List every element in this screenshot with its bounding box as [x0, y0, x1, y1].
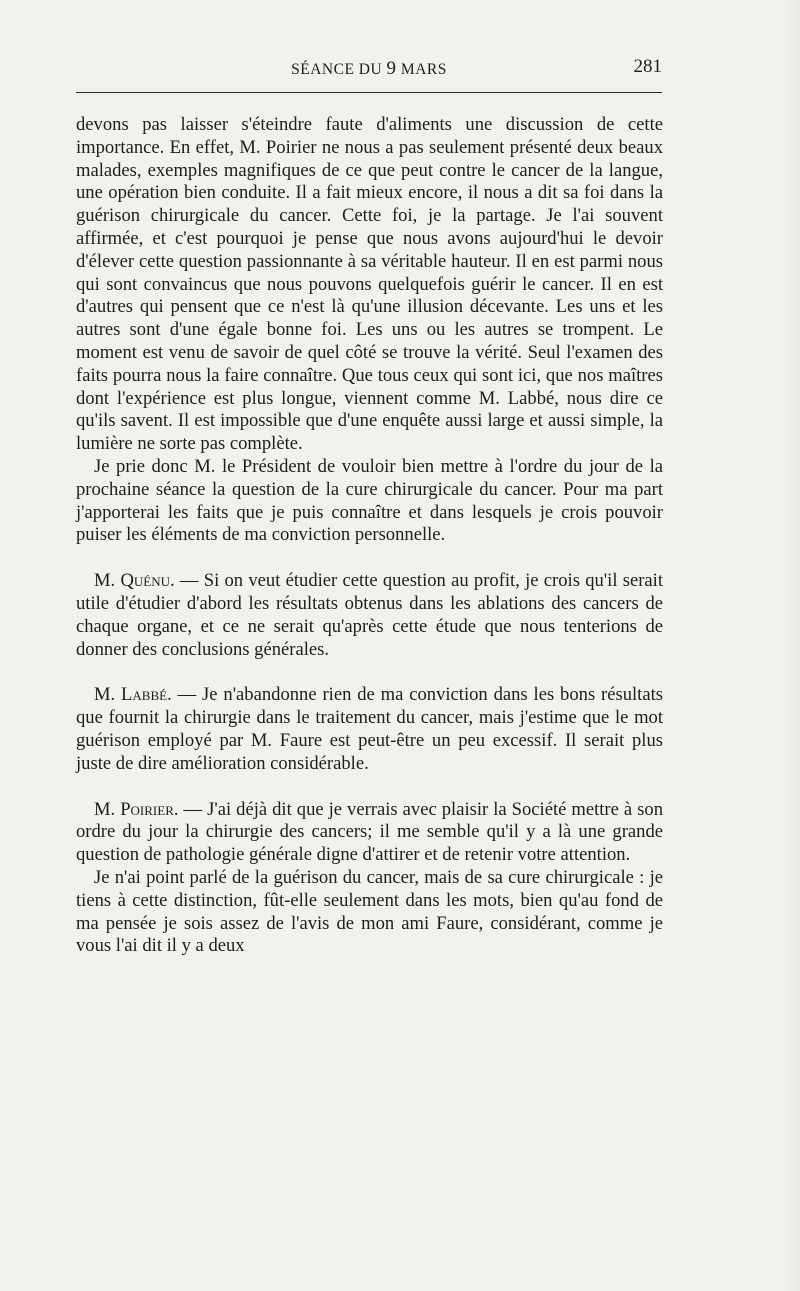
speaker-name: M. Labbé.: [94, 684, 172, 706]
header-title-prefix: SÉANCE DU: [291, 61, 383, 78]
speaker-name: M. Poirier.: [94, 798, 179, 820]
header-title-number: 9: [386, 58, 397, 79]
header-title: [76, 58, 662, 80]
paragraph-poirier-continued: Je n'ai point parlé de la guérison du cancer, mais de sa cure chirurgicale : je tiens à cette distinction, fût-elle seulement dans les mots, bien qu'au fond de ma pensée je sois assez de l'avis de mon ami Faure, considérant, comme je vous l'ai dit il y a deux: [76, 866, 663, 957]
paragraph-text: — Je n'abandonne rien de ma conviction dans les bons résultats que fournit la chirurgie dans le traitement du cancer, mais j'estime que le mot guérison employé par M. Faure est peut-être un peu excessif. Il serait plus juste de dire amélioration considérable.: [76, 684, 664, 774]
paragraph-text: — J'ai déjà dit que je verrais avec plaisir la Société mettre à son ordre du jour la chirurgie des cancers; il me semble qu'il y a là une grande question de pathologie générale digne d'attirer et de retenir votre attention.: [76, 798, 663, 866]
header-title-suffix: MARS: [400, 61, 447, 78]
paragraph-labbe: [76, 684, 663, 775]
header-rule: [76, 92, 662, 93]
body-text: [76, 114, 663, 958]
paragraph-text: — Si on veut étudier cette question au profit, je crois qu'il serait utile d'étudier d'abord les résultats obtenus dans les ablations des cancers de chaque organe, et ce ne serait qu'après cette étude que nous tenterions de donner des conclusions générales.: [76, 570, 664, 660]
page-edge-shadow: [780, 0, 800, 1291]
paragraph-quenu: [76, 570, 663, 661]
paragraph-request: Je prie donc M. le Président de vouloir bien mettre à l'ordre du jour de la prochaine séance la question de la cure chirurgicale du cancer. Pour ma part j'apporterai les faits que je puis connaître et dans lesquels je crois pouvoir puiser les éléments de ma conviction personnelle.: [76, 455, 663, 546]
paragraph-continuation: devons pas laisser s'éteindre faute d'aliments une discussion de cette importance. En effet, M. Poirier ne nous a pas seulement présenté deux beaux malades, exemples magnifiques de ce que peut contre le cancer de la langue, une opération bien conduite. Il a fait mieux encore, il nous a dit sa foi dans la guérison chirurgicale du cancer. Cette foi, je la partage. Je l'ai souvent affirmée, et c'est pourquoi je pense que nous avons aujourd'hui le devoir d'élever cette question passionnante à sa véritable hauteur. Il en est parmi nous qui sont convaincus que nous pouvons quelquefois guérir le cancer. Il en est d'autres qui pensent que ce n'est là qu'une illusion décevante. Les uns et les autres sont d'une égale bonne foi. Les uns ou les autres se trompent. Le moment est venu de savoir de quel côté se trouve la vérité. Seul l'examen des faits pourra nous la faire connaître. Que tous ceux qui sont ici, que nos maîtres dont l'expérience est plus longue, viennent comme M. Labbé, nous dire ce qu'ils savent. Il est impossible que d'une enquête aussi large et aussi simple, la lumière ne sorte pas complète.: [76, 114, 663, 455]
page-number: 281: [633, 56, 662, 77]
speaker-name: M. Quénu.: [94, 570, 175, 592]
running-header: [76, 58, 662, 82]
paragraph-poirier: [76, 799, 663, 867]
